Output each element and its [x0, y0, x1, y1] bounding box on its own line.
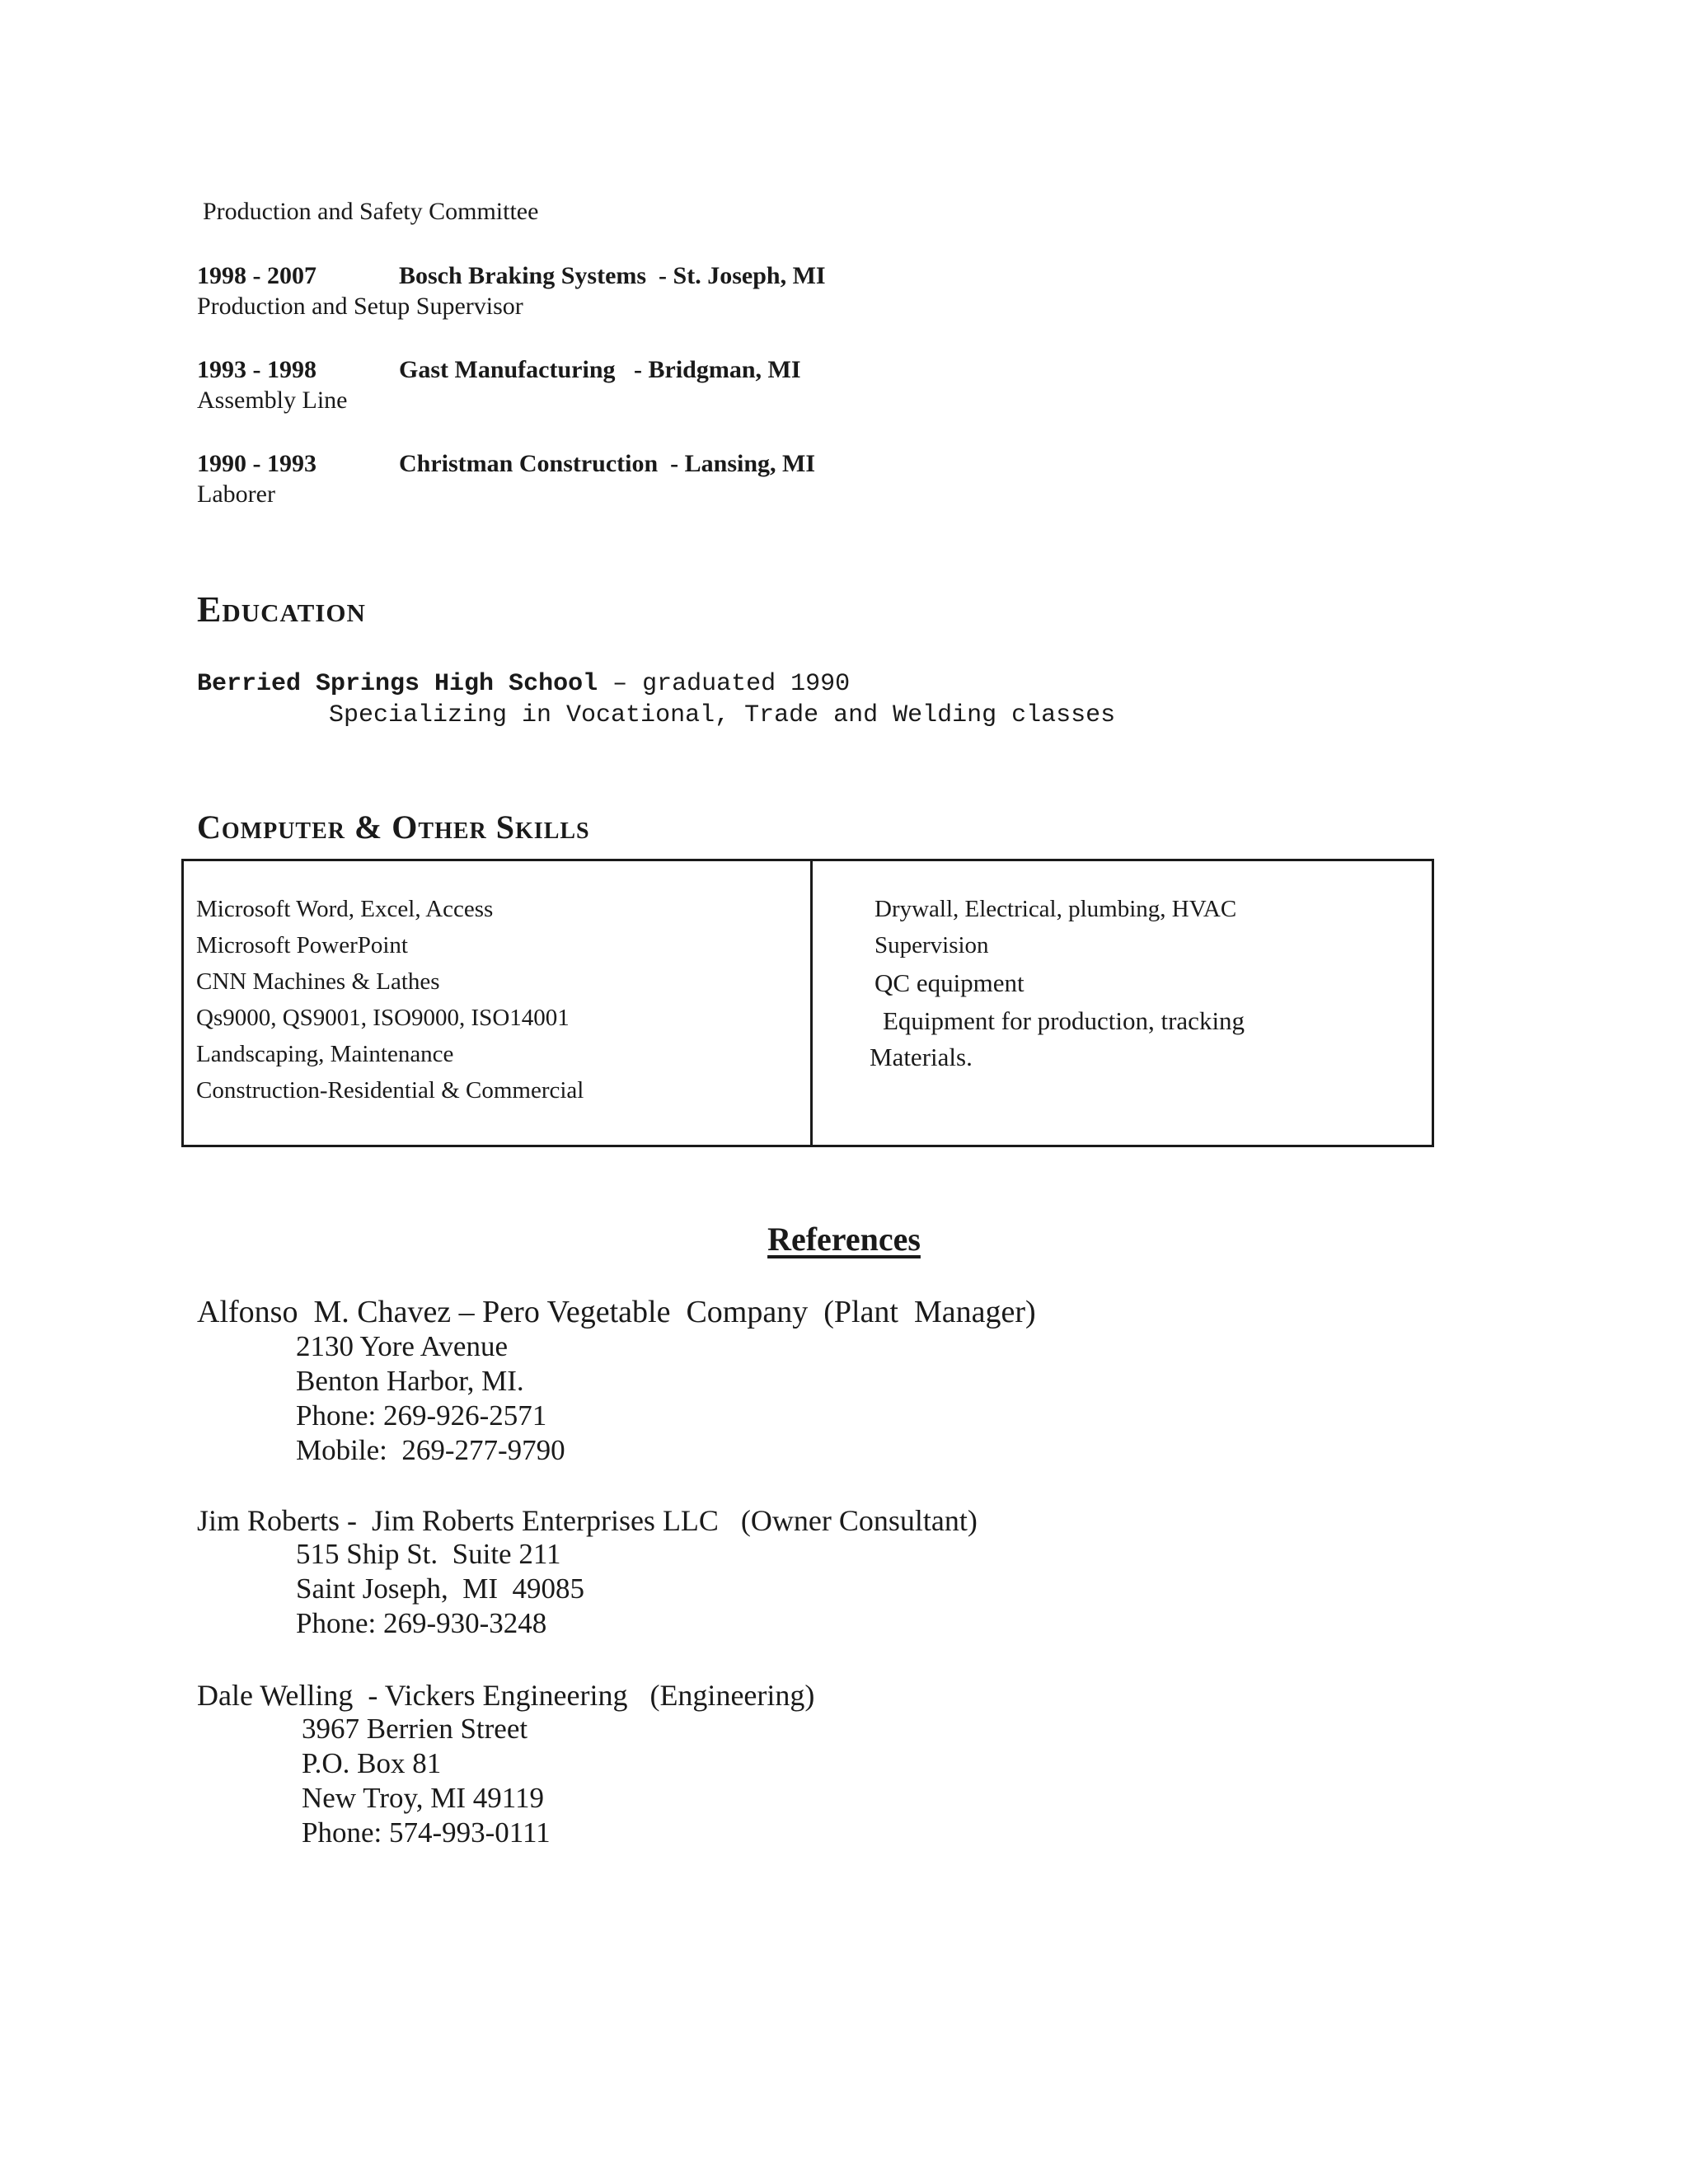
skill-item: Qs9000, QS9001, ISO9000, ISO14001: [196, 1005, 570, 1031]
skills-divider: [810, 861, 813, 1145]
job-employer: Bosch Braking Systems - St. Joseph, MI: [399, 262, 826, 289]
references-heading: References: [767, 1221, 921, 1258]
job-employer: Christman Construction - Lansing, MI: [399, 450, 816, 477]
education-detail: Specializing in Vocational, Trade and Welding classes: [329, 701, 1116, 729]
reference-line: 3967 Berrien Street: [302, 1713, 528, 1745]
job-employer: Gast Manufacturing - Bridgman, MI: [399, 356, 801, 383]
skill-item: Construction-Residential & Commercial: [196, 1077, 584, 1104]
reference-name: Jim Roberts - Jim Roberts Enterprises LLC (Owner Consultant): [197, 1504, 978, 1537]
skill-item: Equipment for production, tracking: [883, 1006, 1245, 1035]
reference-line: Benton Harbor, MI.: [296, 1365, 524, 1397]
skill-item: QC equipment: [874, 968, 1025, 997]
reference-line: New Troy, MI 49119: [302, 1782, 544, 1814]
education-line: [197, 670, 850, 698]
skill-item: CNN Machines & Lathes: [196, 968, 440, 995]
job-title: Production and Setup Supervisor: [197, 293, 523, 320]
reference-name: Dale Welling - Vickers Engineering (Engineering): [197, 1679, 815, 1712]
reference-line: Phone: 269-926-2571: [296, 1399, 547, 1432]
skill-item: Drywall, Electrical, plumbing, HVAC: [874, 896, 1237, 922]
job-years: 1990 - 1993: [197, 450, 316, 477]
reference-line: Saint Joseph, MI 49085: [296, 1572, 584, 1605]
skill-item: Microsoft PowerPoint: [196, 932, 408, 958]
reference-line: Mobile: 269-277-9790: [296, 1434, 565, 1466]
reference-line: Phone: 574-993-0111: [302, 1816, 551, 1849]
skill-item: Supervision: [874, 932, 989, 958]
reference-line: 515 Ship St. Suite 211: [296, 1538, 561, 1570]
committee-line: Production and Safety Committee: [203, 198, 539, 225]
skill-item: Microsoft Word, Excel, Access: [196, 896, 494, 922]
job-title: Assembly Line: [197, 387, 348, 414]
reference-line: P.O. Box 81: [302, 1747, 442, 1779]
job-years: 1998 - 2007: [197, 262, 316, 289]
job-years: 1993 - 1998: [197, 356, 316, 383]
skill-item: Landscaping, Maintenance: [196, 1041, 454, 1067]
skills-table: [181, 859, 1434, 1147]
reference-name: Alfonso M. Chavez – Pero Vegetable Company (Plant Manager): [197, 1295, 1036, 1329]
skill-item: Materials.: [870, 1043, 973, 1071]
reference-line: 2130 Yore Avenue: [296, 1330, 508, 1362]
school-name: Berried Springs High School: [197, 670, 598, 698]
skills-heading: Computer & Other Skills: [197, 808, 590, 846]
graduation-year: – graduated 1990: [598, 670, 851, 698]
reference-line: Phone: 269-930-3248: [296, 1607, 547, 1639]
education-heading: Education: [197, 589, 366, 630]
job-title: Laborer: [197, 480, 275, 508]
